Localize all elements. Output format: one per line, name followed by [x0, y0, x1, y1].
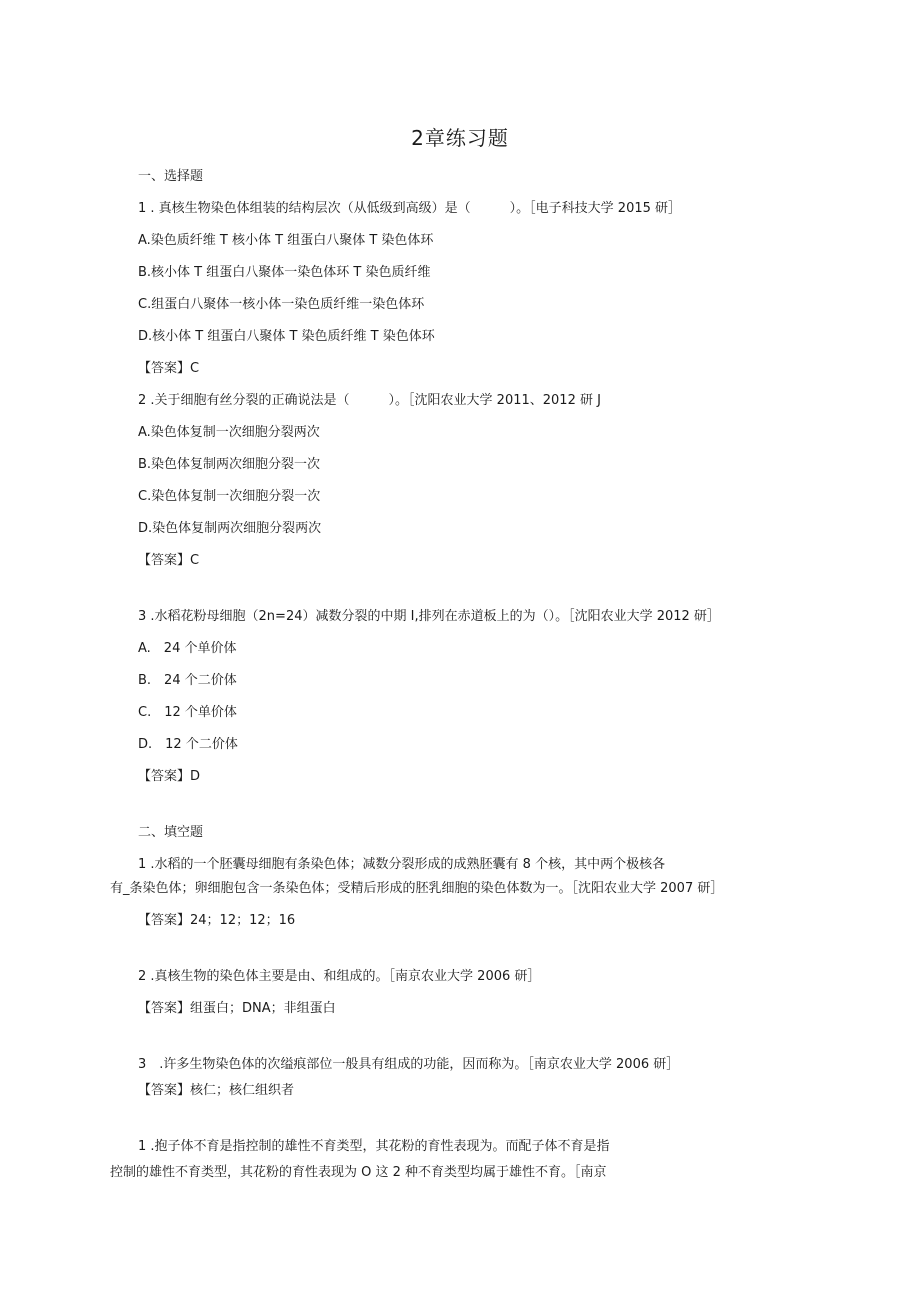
fill-3-answer: 【答案】核仁；核仁组织者	[138, 1083, 295, 1098]
fill-4-line-1: 1 .抱子体不育是指控制的雄性不育类型，其花粉的育性表现为。而配子体不育是指	[138, 1139, 610, 1154]
question-1-answer: 【答案】C	[138, 361, 200, 376]
question-1-stem: 1 . 真核生物染色体组装的结构层次（从低级到高级）是（ ）。［电子科技大学 2015 研］	[138, 201, 682, 216]
fill-1-line-1: 1 .水稻的一个胚囊母细胞有条染色体；减数分裂形成的成熟胚囊有 8 个核，其中两个极核各	[138, 857, 666, 872]
question-1-option-d: D.核小体 T 组蛋白八聚体 T 染色质纤维 T 染色体环	[138, 329, 435, 344]
question-1-option-b: B.核小体 T 组蛋白八聚体一染色体环 T 染色质纤维	[138, 265, 431, 280]
question-3-option-d: D. 12 个二价体	[138, 737, 238, 752]
question-3-option-a: A. 24 个单价体	[138, 641, 237, 656]
question-2-option-d: D.染色体复制两次细胞分裂两次	[138, 521, 322, 536]
question-2-option-a: A.染色体复制一次细胞分裂两次	[138, 425, 320, 440]
fill-1-answer: 【答案】24；12；12；16	[138, 913, 296, 928]
fill-2-answer: 【答案】组蛋白；DNA；非组蛋白	[138, 1001, 336, 1016]
question-3-answer: 【答案】D	[138, 769, 201, 784]
fill-3-stem: 3 .许多生物染色体的次缢痕部位一般具有组成的功能，因而称为。［南京农业大学 2006 研］	[138, 1057, 680, 1072]
question-3-stem: 3 .水稻花粉母细胞（2n=24）减数分裂的中期 I,排列在赤道板上的为（）。［沈阳农业大学 2012 研］	[138, 609, 720, 624]
page-title: 2章练习题	[411, 126, 509, 150]
question-3-option-c: C. 12 个单价体	[138, 705, 237, 720]
fill-2-stem: 2 .真核生物的染色体主要是由、和组成的。［南京农业大学 2006 研］	[138, 969, 541, 984]
question-3-option-b: B. 24 个二价体	[138, 673, 237, 688]
question-2-answer: 【答案】C	[138, 553, 200, 568]
section-heading-choice: 一、选择题	[138, 169, 204, 184]
question-1-option-c: C.组蛋白八聚体一核小体一染色质纤维一染色体环	[138, 297, 425, 312]
question-2-option-b: B.染色体复制两次细胞分裂一次	[138, 457, 321, 472]
question-2-stem: 2 .关于细胞有丝分裂的正确说法是（ ）。［沈阳农业大学 2011、2012 研 J	[138, 393, 601, 408]
fill-1-line-2: 有_条染色体；卵细胞包含一条染色体；受精后形成的胚乳细胞的染色体数为一。［沈阳农业大学 2007 研］	[110, 881, 724, 896]
fill-4-line-2: 控制的雄性不育类型，其花粉的育性表现为 O 这 2 种不育类型均属于雄性不育。［南京	[110, 1165, 607, 1180]
question-1-option-a: A.染色质纤维 T 核小体 T 组蛋白八聚体 T 染色体环	[138, 233, 434, 248]
question-2-option-c: C.染色体复制一次细胞分裂一次	[138, 489, 321, 504]
section-heading-fill: 二、填空题	[138, 825, 204, 840]
